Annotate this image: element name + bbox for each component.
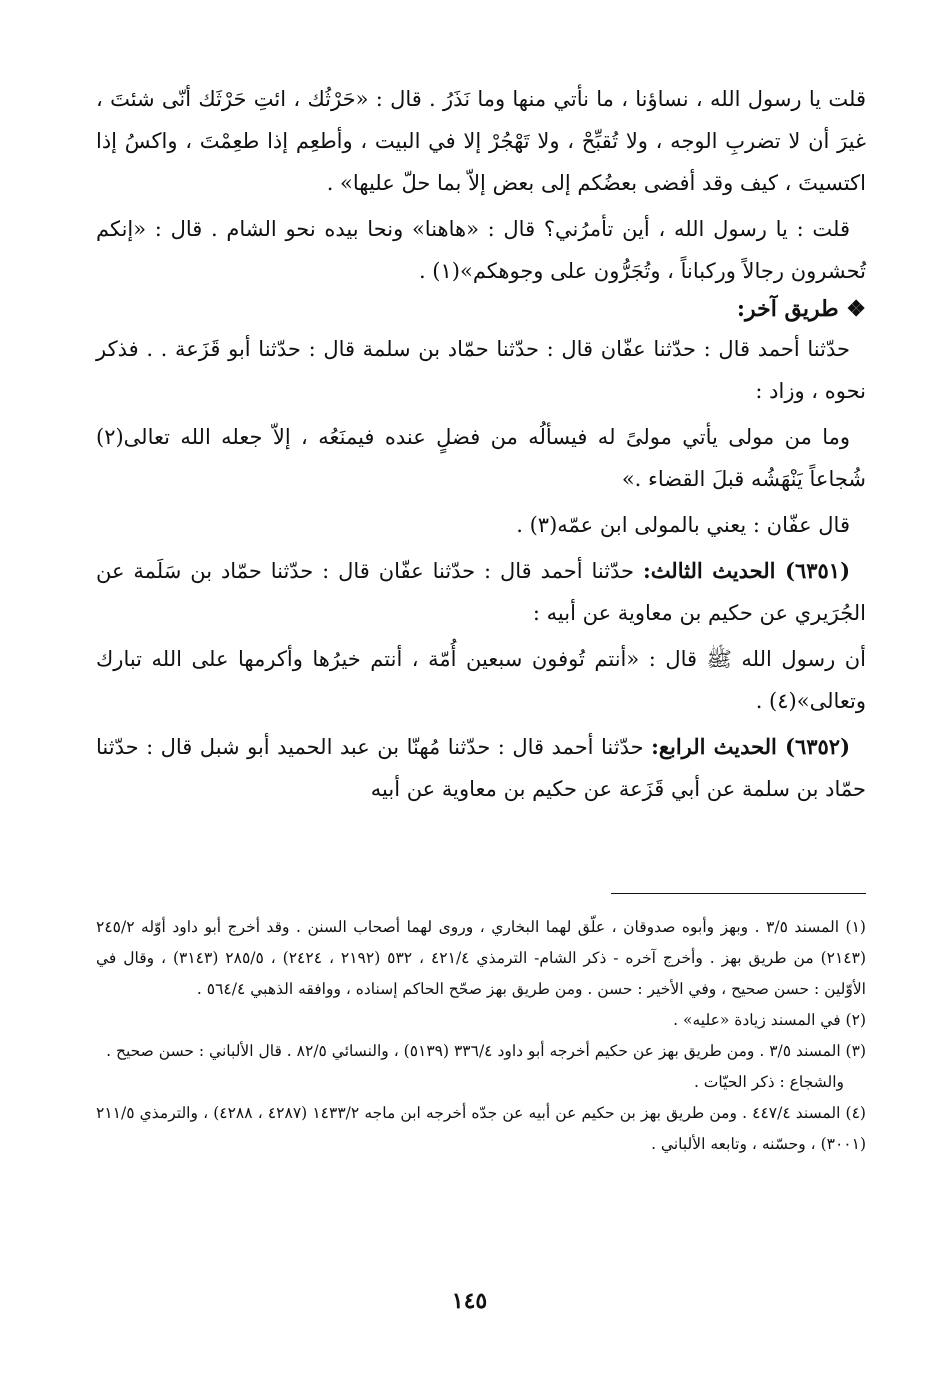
paragraph-4: وما من مولى يأتي مولىً له فيسألُه من فضلٍ عنده فيمنَعُه ، إلاّ جعله الله تعالى(٢) شُجاعاً يَنْهَشُه قبلَ القضاء .» bbox=[96, 425, 866, 491]
footnote-1: (١) المسند ٣/٥ . وبهز وأبوه صدوقان ، علّق لهما البخاري ، وروى لهما أصحاب السنن . وقد أخرج أبو داود أوّله ٢٤٥/٢ (٢١٤٣) من طريق بهز . وأخرج آخره - ذكر الشام- الترمذي ٤٢١/٤ ، ٥٣٢ (٢١٩٢ ، ٢٤٢٤) ، ٢٨٥/٥ (٣١٤٣) ، وقال في الأوّلين : حسن صحيح ، وفي الأخير : حسن . ومن طريق بهز صحّح الحاكم إسناده ، ووافقه الذهبي ٥٦٤/٤ . bbox=[96, 918, 866, 998]
footnote-2: (٢) في المسند زيادة «عليه» . bbox=[673, 1011, 866, 1029]
hadith-6351-text: حدّثنا أحمد قال : حدّثنا عفّان قال : حدّثنا حمّاد بن سَلَمة عن الجُرَيري عن حكيم بن معاوية عن أبيه : bbox=[96, 559, 866, 625]
paragraph-3: حدّثنا أحمد قال : حدّثنا عفّان قال : حدّثنا حمّاد بن سلمة قال : حدّثنا أبو قَزَعة . . فذكر نحوه ، وزاد : bbox=[96, 337, 866, 403]
footnote-4: (٤) المسند ٤٤٧/٤ . ومن طريق بهز بن حكيم عن أبيه عن جدّه أخرجه ابن ماجه ١٤٣٣/٢ (٤٢٨٧ ، ٤٢٨٨) ، والترمذي ٢١١/٥ (٣٠٠١) ، وحسّنه ، وتابعه الألباني . bbox=[96, 1104, 866, 1153]
section-heading: ❖ طريق آخر: bbox=[736, 296, 866, 322]
hadith-6352-text: حدّثنا أحمد قال : حدّثنا مُهنّا بن عبد الحميد أبو شبل قال : حدّثنا حمّاد بن سلمة عن أبي قَزَعة عن حكيم بن معاوية عن أبيه bbox=[96, 735, 866, 801]
main-text bbox=[96, 78, 866, 814]
footnote-3: (٣) المسند ٣/٥ . ومن طريق بهز عن حكيم أخرجه أبو داود ٣٣٦/٤ (٥١٣٩) ، والنسائي ٨٢/٥ . قال الألباني : حسن صحيح . bbox=[106, 1042, 866, 1060]
paragraph-1: قلت يا رسول الله ، نساؤنا ، ما نأتي منها وما نَذَرُ . قال : «حَرْثُك ، ائتِ حَرْثَك أنّى شئتَ ، غيرَ أن لا تضربِ الوجه ، ولا تُقبِّحْ ، ولا تَهْجُرْ إلا في البيت ، وأطعِم إذا طعِمْتَ ، واكسُ إذا اكتسيتَ ، كيف وقد أفضى بعضُكم إلى بعض إلاّ بما حلّ عليها» . bbox=[96, 87, 866, 195]
hadith-6351 bbox=[96, 550, 866, 634]
hadith-6351-label: (٦٣٥١) الحديث الثالث: bbox=[642, 558, 850, 583]
footnote-separator bbox=[611, 893, 866, 894]
paragraph-5: قال عفّان : يعني بالمولى ابن عمّه(٣) . bbox=[516, 513, 850, 537]
footnote-3-gloss: والشجاع : ذكر الحيّات . bbox=[693, 1073, 844, 1091]
hadith-6352 bbox=[96, 726, 866, 810]
paragraph-7: أن رسول الله ﷺ قال : «أنتم تُوفون سبعين أُمّة ، أنتم خيرُها وأكرمها على الله تبارك وتعالى»(٤) . bbox=[96, 647, 866, 713]
hadith-6352-label: (٦٣٥٢) الحديث الرابع: bbox=[651, 734, 851, 759]
paragraph-2: قلت : يا رسول الله ، أين تأمرُني؟ قال : «هاهنا» ونحا بيده نحو الشام . قال : «إنكم تُحشرون رجالاً وركباناً ، وتُجَرُّون على وجوهكم»(١) . bbox=[96, 217, 866, 283]
page-number: ١٤٥ bbox=[451, 1288, 488, 1314]
footnotes bbox=[96, 912, 866, 1160]
